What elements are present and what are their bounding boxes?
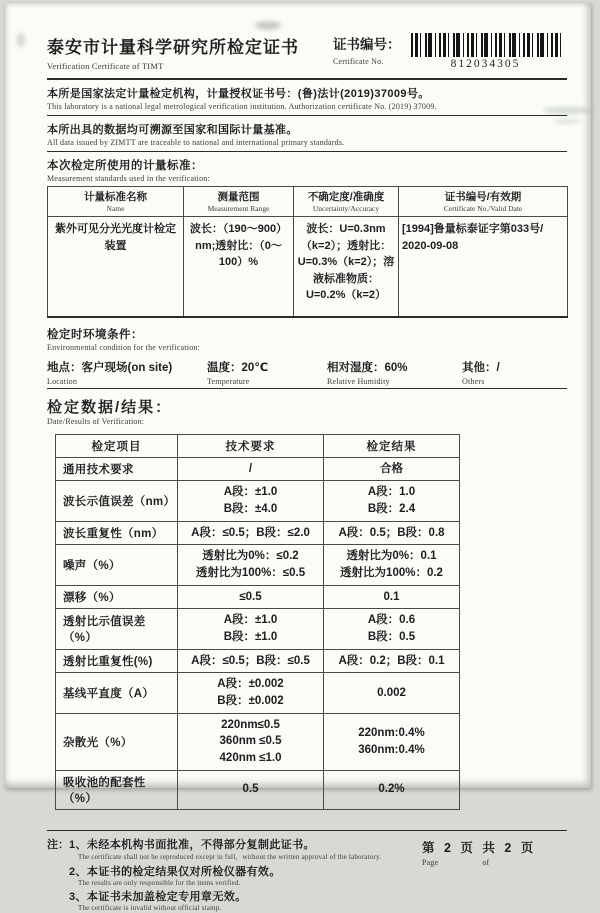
result-line: B段：2.4 <box>367 502 416 515</box>
results-requirement-cell <box>178 770 324 809</box>
standards-header-row <box>48 187 568 217</box>
standards-column-header <box>48 187 184 217</box>
results-item-cell: 噪声（%） <box>56 545 178 585</box>
environment-value <box>462 359 562 375</box>
scan-artifact <box>17 33 25 47</box>
results-requirement-cell <box>178 713 324 770</box>
environment-value-text: 20℃ <box>241 361 269 374</box>
divider <box>47 830 567 831</box>
standards-column-header-en: Uncertainty/Accuracy <box>312 204 380 213</box>
environment-heading-en: Environmental condition for the verification: <box>47 342 200 352</box>
results-item-cell: 杂散光（%） <box>56 713 178 770</box>
statement-authorization <box>47 80 567 115</box>
results-result-cell <box>324 457 460 481</box>
standards-cell: 紫外可见分光光度计检定装置 <box>48 217 184 317</box>
environment-item <box>327 359 462 386</box>
results-column-header: 检定项目 <box>56 434 178 457</box>
standards-heading <box>47 157 567 183</box>
result-line: A段：0.2；B段：0.1 <box>338 654 445 667</box>
standards-column-header <box>399 187 568 217</box>
results-row <box>56 457 460 481</box>
results-column-header: 技术要求 <box>178 434 324 457</box>
results-row <box>56 673 460 713</box>
requirement-line: 360nm ≤0.5 <box>219 735 282 748</box>
page-label-en: Page <box>422 857 439 867</box>
requirement-line: A段：±0.002 <box>217 678 284 691</box>
requirement-line: A段：≤0.5；B段：≤0.5 <box>191 654 310 667</box>
standards-data-row <box>48 217 568 317</box>
certificate-number-block <box>411 33 561 70</box>
results-table <box>55 434 460 810</box>
result-line: A段：1.0 <box>367 486 416 499</box>
certificate-number: 812034305 <box>450 58 521 70</box>
note-text-en: The certificate is invalid without official stamp. <box>78 903 222 912</box>
requirement-line: A段：≤0.5；B段：≤2.0 <box>191 526 310 539</box>
results-requirement-cell <box>178 521 324 545</box>
results-row <box>56 649 460 673</box>
results-result-cell <box>324 481 460 521</box>
results-requirement-cell <box>178 673 324 713</box>
requirement-line: B段：±0.002 <box>217 694 284 707</box>
environment-value <box>47 359 207 375</box>
certificate-page <box>5 3 591 912</box>
results-item-cell: 通用技术要求 <box>56 457 178 481</box>
page-title: 泰安市计量科学研究所检定证书 <box>47 38 299 57</box>
results-heading-cn: 检定数据/结果： <box>47 398 173 416</box>
scan-artifact <box>255 21 281 30</box>
results-item-cell: 波长示值误差（nm） <box>56 481 178 521</box>
results-row <box>56 545 460 585</box>
environment-heading <box>47 326 567 352</box>
results-result-cell <box>324 545 460 585</box>
environment-label-cn: 地点： <box>47 361 82 374</box>
results-header-row <box>56 434 460 457</box>
statement-traceability-en: All data issued by ZIMTT are traceable to national and international primary standards. <box>47 138 345 147</box>
environment-value-text: 客户现场(on site) <box>81 361 173 374</box>
certificate-number-label: 证书编号： <box>333 37 401 52</box>
standards-column-header-en: Name <box>106 204 125 213</box>
notes-list <box>69 836 381 913</box>
standards-column-header-cn: 不确定度/准确度 <box>307 191 385 203</box>
note-text-cn: 1、未经本机构书面批准，不得部分复制此证书。 <box>69 838 315 851</box>
result-line: 220nm:0.4% <box>358 726 425 739</box>
page-indicator: 第 2 页 共 2 页 <box>422 840 537 855</box>
environment-label-en: Temperature <box>207 376 250 386</box>
results-heading-en: Date/Results of Verification: <box>47 416 145 426</box>
results-item-cell: 波长重复性（nm） <box>56 521 178 545</box>
result-line: A段：0.6 <box>367 614 416 627</box>
notes-label: 注： <box>47 838 69 851</box>
standards-cell: 波长：U=0.3nm（k=2）；透射比：U=0.3%（k=2）；溶液标准物质：U=0.2%（k=2） <box>294 217 399 317</box>
note-text-cn: 3、本证书未加盖检定专用章无效。 <box>69 890 247 903</box>
environment-label-cn: 其他： <box>462 361 497 374</box>
note-text-en: The results are only responsible for the items verified. <box>78 878 241 887</box>
standards-column-header-en: Measurement Range <box>207 204 270 213</box>
results-requirement-cell <box>178 649 324 673</box>
standards-heading-cn: 本次检定所使用的计量标准： <box>47 160 203 172</box>
divider <box>47 151 567 152</box>
results-requirement-cell <box>178 545 324 585</box>
requirement-line: A段：±1.0 <box>223 486 278 499</box>
requirement-line: 420nm ≤1.0 <box>219 751 282 764</box>
result-line: 360nm:0.4% <box>358 743 425 756</box>
environment-label-cn: 温度： <box>207 361 242 374</box>
environment-item <box>462 359 562 386</box>
result-line: A段：0.5；B段：0.8 <box>338 526 445 539</box>
requirement-line: A段：±1.0 <box>223 614 278 627</box>
standards-column-header-cn: 计量标准名称 <box>84 191 147 203</box>
results-item-cell: 透射比示值误差（%） <box>56 609 178 649</box>
results-requirement-cell <box>178 481 324 521</box>
environment-value <box>327 359 462 375</box>
standards-cell: [1994]鲁量标泰证字第033号/ 2020-09-08 <box>399 217 568 317</box>
of-label-en: of <box>482 857 490 867</box>
note-item <box>69 888 381 912</box>
results-result-cell <box>324 713 460 770</box>
page-title-en: Verification Certificate of TIMT <box>47 61 164 71</box>
results-row <box>56 481 460 521</box>
results-requirement-cell <box>178 609 324 649</box>
result-line: 透射比为100%：0.2 <box>340 566 443 579</box>
results-row <box>56 770 460 809</box>
standards-table <box>47 186 568 318</box>
results-result-cell <box>324 521 460 545</box>
pagination <box>422 836 567 913</box>
environment-label-en: Location <box>47 376 78 386</box>
standards-column-header-en: Certificate No./Valid Date <box>443 204 523 213</box>
environment-value <box>207 359 327 375</box>
results-result-cell <box>324 770 460 809</box>
results-row <box>56 713 460 770</box>
results-result-cell <box>324 609 460 649</box>
environment-conditions-row <box>47 359 567 389</box>
results-item-cell: 吸收池的配套性（%） <box>56 770 178 809</box>
results-result-cell <box>324 673 460 713</box>
result-line: 合格 <box>380 462 403 475</box>
result-line: B段：0.5 <box>367 630 416 643</box>
note-item <box>69 863 381 887</box>
notes-section <box>47 836 422 913</box>
environment-label-en: Relative Humidity <box>327 376 390 386</box>
statement-traceability-cn: 本所出具的数据均可溯源至国家和国际计量基准。 <box>47 124 298 136</box>
requirement-line: / <box>248 462 253 475</box>
certificate-header <box>47 33 567 71</box>
result-line: 0.1 <box>383 590 400 603</box>
standards-column-header-cn: 测量范围 <box>217 191 260 203</box>
title-block <box>47 33 299 71</box>
statement-traceability <box>47 116 567 151</box>
results-result-cell <box>324 585 460 609</box>
environment-heading-cn: 检定时环境条件： <box>47 328 143 341</box>
environment-label-en: Others <box>462 376 485 386</box>
standards-column-header <box>294 187 399 217</box>
results-column-header: 检定结果 <box>324 434 460 457</box>
environment-item <box>207 359 327 386</box>
requirement-line: 透射比为0%：≤0.2 <box>202 550 299 563</box>
requirement-line: 0.5 <box>242 783 259 796</box>
requirement-line: ≤0.5 <box>239 590 262 603</box>
environment-value-text: 60% <box>384 361 408 374</box>
requirement-line: 透射比为100%：≤0.5 <box>195 566 306 579</box>
result-line: 0.2% <box>378 783 405 796</box>
requirement-line: B段：±1.0 <box>223 630 278 643</box>
results-item-cell: 漂移（%） <box>56 585 178 609</box>
results-item-cell: 透射比重复性(%) <box>56 649 178 673</box>
results-heading <box>47 396 567 426</box>
results-requirement-cell <box>178 585 324 609</box>
environment-label-cn: 相对湿度： <box>327 361 385 374</box>
requirement-line: B段：±4.0 <box>223 502 278 515</box>
note-text-cn: 2、本证书的检定结果仅对所检仪器有效。 <box>69 865 281 878</box>
statement-authorization-cn: 本所是国家法定计量检定机构，计量授权证书号：(鲁)法计(2019)37009号。 <box>47 88 430 100</box>
requirement-line: 220nm≤0.5 <box>221 718 280 731</box>
standards-column-header-cn: 证书编号/有效期 <box>444 191 522 203</box>
certificate-number-label-en: Certificate No. <box>333 57 384 66</box>
standards-column-header <box>184 187 294 217</box>
result-line: 透射比为0%：0.1 <box>346 550 437 563</box>
note-item <box>69 836 381 862</box>
environment-value-text: / <box>496 361 500 374</box>
results-row <box>56 521 460 545</box>
results-row <box>56 585 460 609</box>
results-item-cell: 基线平直度（A） <box>56 673 178 713</box>
barcode-image <box>411 33 561 57</box>
statement-authorization-en: This laboratory is a national legal metrological verification institution. Authorization certificate No. (2019) 37009. <box>47 102 437 111</box>
results-requirement-cell <box>178 457 324 481</box>
results-row <box>56 609 460 649</box>
standards-cell: 波长：（190～900）nm;透射比：（0～100）% <box>184 217 294 317</box>
footer <box>47 836 567 913</box>
results-result-cell <box>324 649 460 673</box>
environment-item <box>47 359 207 386</box>
note-text-en: The certificate shall not be reproduced except in full，without the written approval of the laboratory. <box>78 852 382 861</box>
certificate-number-label-block <box>333 33 401 66</box>
standards-heading-en: Measurement standards used in the verification: <box>47 174 210 183</box>
result-line: 0.002 <box>377 686 406 699</box>
